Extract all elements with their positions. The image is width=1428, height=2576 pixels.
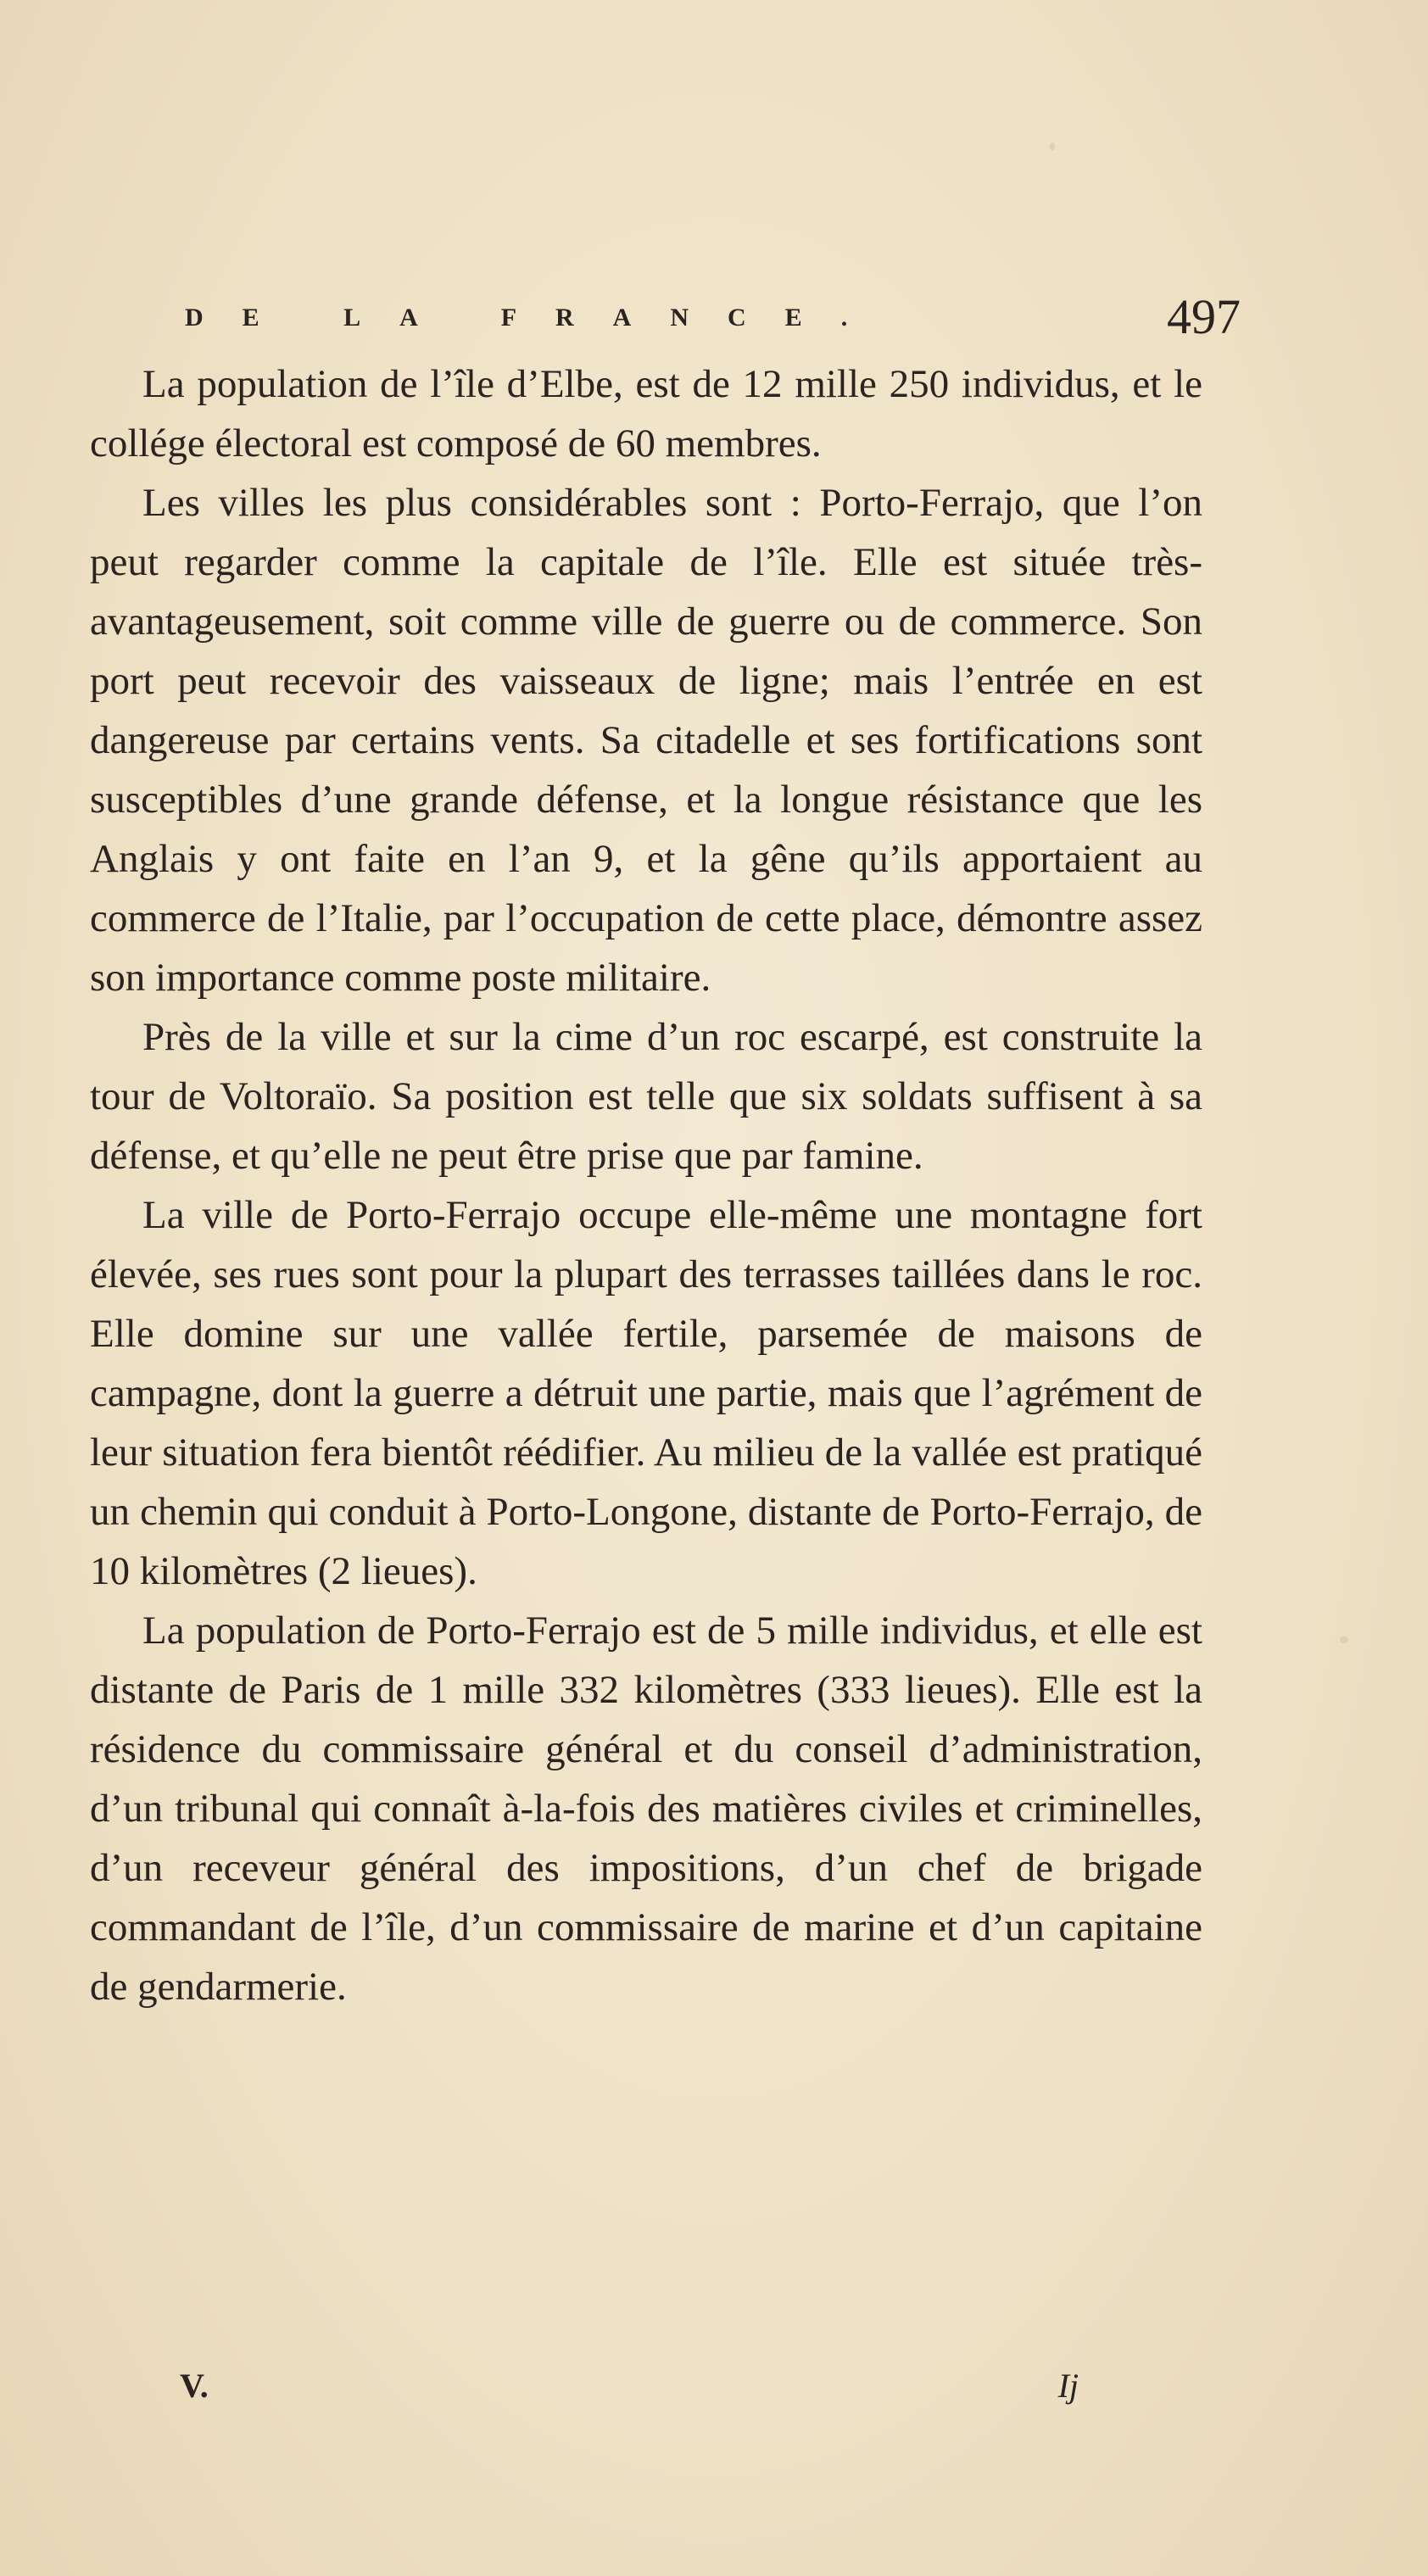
running-head: DE LA FRANCE. bbox=[185, 304, 887, 332]
paper-speck bbox=[1050, 142, 1055, 151]
page-number: 497 bbox=[1167, 289, 1241, 344]
signature-mark-right: Ij bbox=[1057, 2367, 1079, 2405]
signature-mark-left: V. bbox=[180, 2367, 209, 2405]
paper-speck bbox=[1340, 1636, 1348, 1643]
paragraph: La population de Porto-Ferrajo est de 5 mille individus, et elle est distante de Paris de 1 mille 332 kilomètres (333 lieues). Elle est la résidence du commissaire général et du conseil d’administration, d’un tribunal qui connaît à-la-fois des matières civiles et criminelles, d’un receveur général des impositions, d’un chef de brigade commandant de l’île, d’un commissaire de marine et d’un capitaine de gendarmerie. bbox=[90, 1609, 1202, 2009]
paragraph: La ville de Porto-Ferrajo occupe elle-même une montagne fort élevée, ses rues sont pour la plupart des terrasses taillées dans le roc. Elle domine sur une vallée fertile, parsemée de maisons de campagne, dont la guerre a détruit une partie, mais que l’agrément de leur situation fera bientôt réédifier. Au milieu de la vallée est pratiqué un chemin qui conduit à Porto-Longone, distante de Porto-Ferrajo, de 10 kilomètres (2 lieues). bbox=[90, 1193, 1202, 1593]
page-footer bbox=[180, 2366, 1079, 2417]
paragraph: La population de l’île d’Elbe, est de 12 mille 250 individus, et le collége électoral est composé de 60 membres. bbox=[90, 362, 1202, 466]
paragraph: Les villes les plus considérables sont : Porto-Ferrajo, que l’on peut regarder comme la capitale de l’île. Elle est située très-avantageusement, soit comme ville de guerre ou de commerce. Son port peut recevoir des vaisseaux de ligne; mais l’entrée en est dangereuse par certains vents. Sa citadelle et ses fortifications sont susceptibles d’une grande défense, et la longue résistance que les Anglais y ont faite en l’an 9, et la gêne qu’ils apportaient au commerce de l’Italie, par l’occupation de cette place, démontre assez son importance comme poste militaire. bbox=[90, 481, 1202, 1000]
paragraph: Près de la ville et sur la cime d’un roc escarpé, est construite la tour de Voltoraïo. Sa position est telle que six soldats suffisent à sa défense, et qu’elle ne peut être prise que par famine. bbox=[90, 1015, 1202, 1178]
page-header bbox=[185, 288, 1241, 356]
body-text bbox=[90, 354, 1202, 2016]
